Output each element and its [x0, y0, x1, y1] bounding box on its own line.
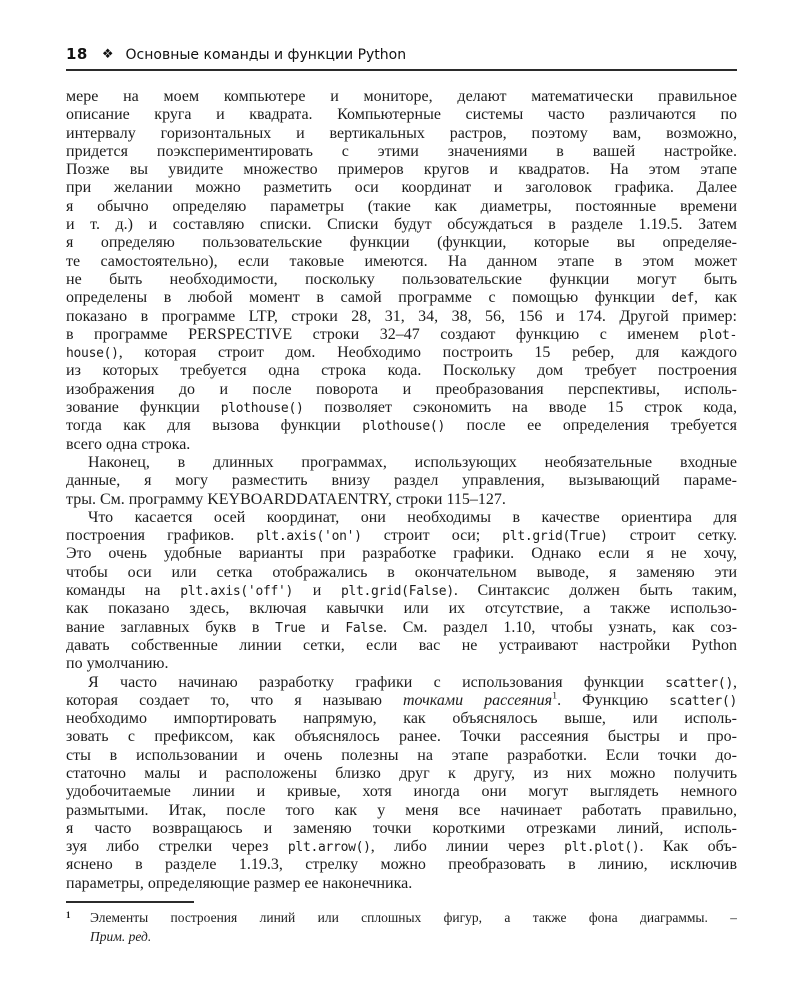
text-line: всего одна строка. [66, 435, 191, 453]
text-line: не быть необходимости, поскольку пользовательские функции могут быть [66, 270, 737, 288]
text-line: тогда как для вызова функции plothouse() после ее определения требуется [66, 417, 737, 435]
text-line: я определяю пользовательские функции (функции, которые вы определяе- [66, 234, 737, 252]
paragraph [66, 674, 737, 894]
page-header [66, 45, 737, 63]
page-number: 18 [66, 45, 88, 63]
text-line: яснено в разделе 1.19.3, стрелку можно преобразовать в линию, исключив [66, 856, 737, 874]
text-line: зовать с префиксом, как объяснялось ранее. Точки рассеяния быстры и про- [66, 728, 737, 746]
text-line: давать собственные линии сетки, если вас не устраивают настройки Python [66, 636, 737, 654]
footnote [66, 908, 737, 946]
paragraph [66, 454, 737, 509]
text-line: Наконец, в длинных программах, использующих необязательные входные [88, 453, 737, 471]
text-line: показано в программе LTP, строки 28, 31, 34, 38, 56, 156 и 174. Другой пример: [66, 307, 737, 325]
text-line: удобочитаемые линии и кривые, хотя иногда они могут выглядеть немного [66, 783, 737, 801]
text-line: сты в использовании и очень полезны на этапе разработки. Если точки до- [66, 746, 737, 764]
text-line: чтобы оси или сетка отображались в окончательном выводе, я заменяю эти [66, 563, 737, 581]
text-line: и т. д.) и составляю списки. Списки будут обсуждаться в разделе 1.19.5. Затем [66, 216, 737, 234]
page-body [66, 88, 737, 893]
text-line: как показано здесь, включая кавычки или их отсутствие, а также использо- [66, 600, 737, 618]
header-rule [66, 69, 737, 71]
paragraph [66, 88, 737, 454]
text-line: параметры, определяющие размер ее наконечника. [66, 874, 413, 892]
text-line: при желании можно разметить оси координат и заголовок графика. Далее [66, 179, 737, 197]
footnote-marker: 1 [66, 910, 71, 920]
text-line: вание заглавных букв в True и False. См. раздел 1.10, чтобы узнать, как соз- [66, 618, 737, 636]
footnote-rule [66, 901, 194, 903]
text-line: команды на plt.axis('off') и plt.grid(False). Синтаксис должен быть таким, [66, 582, 737, 600]
text-line: я обычно определяю параметры (такие как диаметры, постоянные времени [66, 197, 737, 215]
text-line: придется поэкспериментировать с этими значениями в вашей настройке. [66, 142, 737, 160]
text-line: мере на моем компьютере и мониторе, делают математически правильное [66, 88, 737, 105]
text-line: я часто возвращаюсь и заменяю точки короткими отрезками линий, исполь- [66, 819, 737, 837]
text-line: размытыми. Итак, после того как у меня все начинает работать правильно, [66, 801, 737, 819]
text-line: данные, я могу разместить внизу раздел управления, вызывающий параме- [66, 472, 737, 490]
text-line: Элементы построения линий или сплошных фигур, а также фона диаграммы. – [90, 910, 737, 925]
text-line: в программе PERSPECTIVE строки 32–47 создают функцию с именем plot- [66, 325, 737, 343]
footnote-text [90, 908, 737, 946]
diamond-icon: ❖ [101, 47, 114, 62]
text-line: определены в любой момент в самой программе с помощью функции def, как [66, 289, 737, 307]
paragraph [66, 509, 737, 674]
text-line: по умолчанию. [66, 655, 169, 673]
text-line: изображения до и после поворота и преобразования перспективы, исполь- [66, 380, 737, 398]
text-line: построения графиков. plt.axis('on') строит оси; plt.grid(True) строит сетку. [66, 527, 737, 545]
text-line: зуя либо стрелки через plt.arrow(), либо линии через plt.plot(). Как объ- [66, 838, 737, 856]
text-line: те самостоятельно), если таковые имеются. На данном этапе в этом может [66, 252, 737, 270]
text-line: из которых требуется одна строка кода. Поскольку дом требует построения [66, 362, 737, 380]
text-line: house(), которая строит дом. Необходимо построить 15 ребер, для каждого [66, 344, 737, 362]
text-line: Это очень удобные варианты при разработке графики. Однако если я не хочу, [66, 545, 737, 563]
text-line: тры. См. программу KEYBOARDDATAENTRY, строки 115–127. [66, 490, 506, 508]
text-line: необходимо импортировать напрямую, как объяснялось выше, или исполь- [66, 710, 737, 728]
text-line: Я часто начинаю разработку графики с использования функции scatter(), [88, 673, 737, 691]
chapter-title: Основные команды и функции Python [125, 47, 407, 63]
text-line: статочно малы и расположены близко друг к другу, из них можно получить [66, 764, 737, 782]
text-line: зование функции plothouse() позволяет сэкономить на вводе 15 строк кода, [66, 399, 737, 417]
text-line: Что касается осей координат, они необходимы в качестве ориентира для [88, 508, 737, 526]
text-line: интервалу горизонтальных и вертикальных растров, поэтому вам, возможно, [66, 124, 737, 142]
text-line: Позже вы увидите множество примеров кругов и квадратов. На этом этапе [66, 161, 737, 179]
text-line: которая создает то, что я называю точками рассеяния$^1$. Функцию scatter() [66, 691, 737, 709]
text-line: Прим. ред. [90, 929, 152, 944]
text-line: описание круга и квадрата. Компьютерные системы часто различаются по [66, 106, 737, 124]
